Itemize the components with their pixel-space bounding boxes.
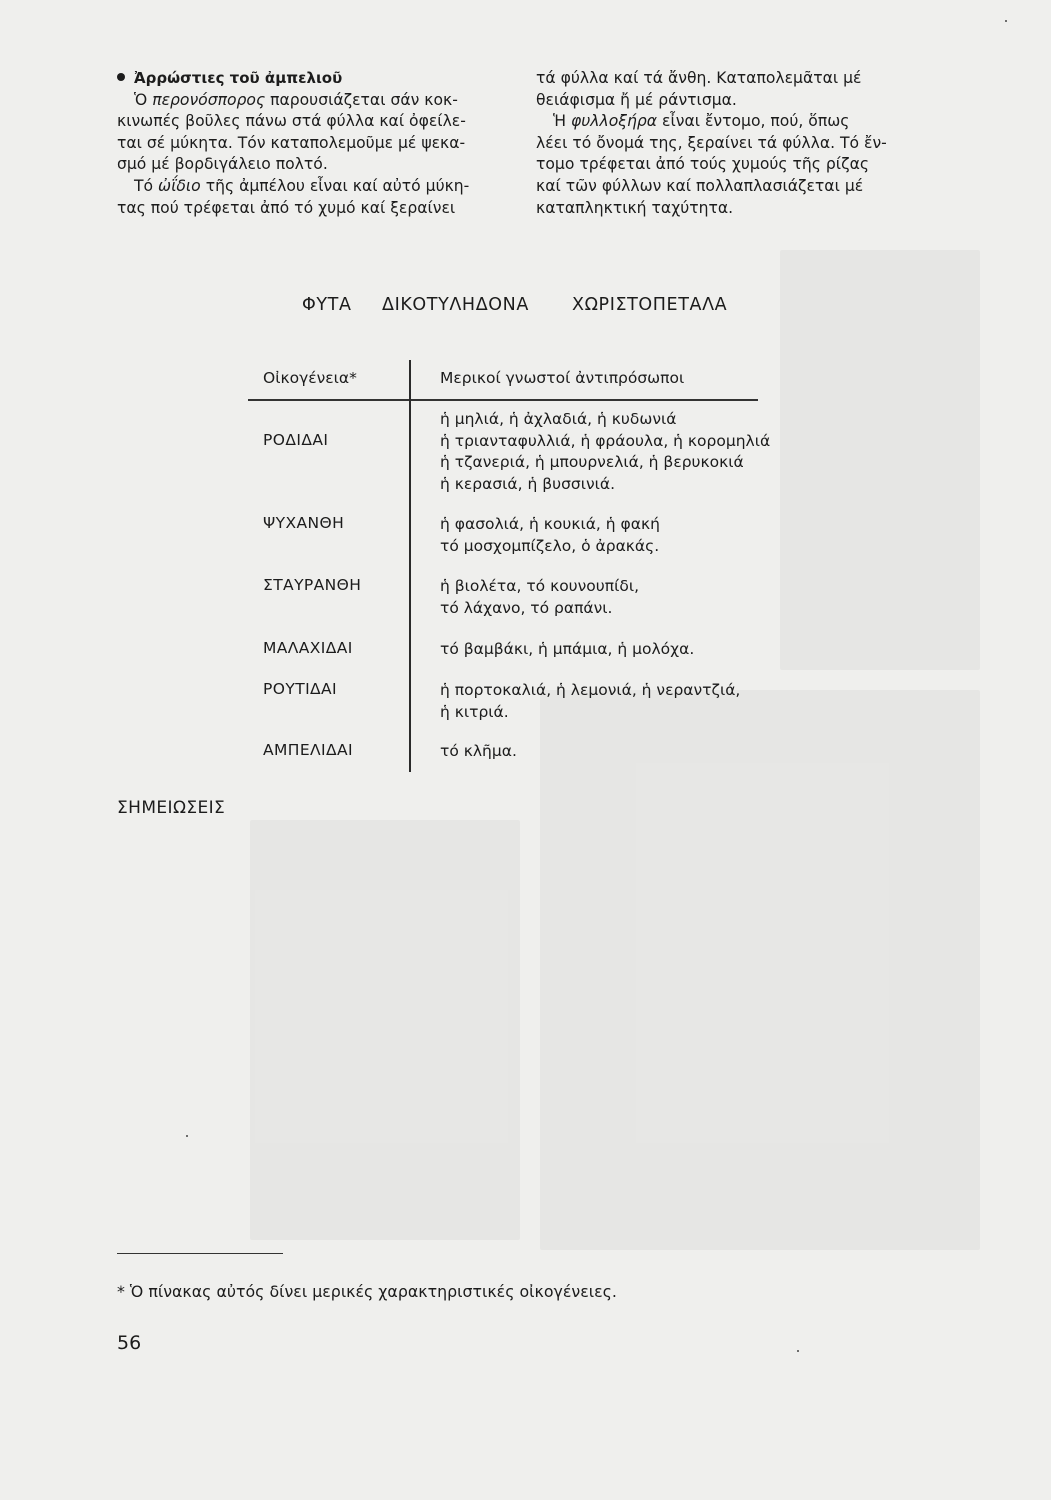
bullet-icon xyxy=(117,73,125,81)
representatives-list: ἡ βιολέτα, τό κουνουπίδι, τό λάχανο, τό ραπάνι. xyxy=(440,577,639,617)
table-header-representatives: Μερικοί γνωστοί ἀντιπρόσωποι xyxy=(440,369,685,387)
disease-term: φυλλοξήρα xyxy=(571,112,658,131)
show-through-region xyxy=(780,250,980,670)
print-speck xyxy=(797,1350,799,1352)
article-right-column: τά φύλλα καί τά ἄνθη. Καταπολεμᾶται μέ θειάφισμα ἤ μέ ράντισμα. Ἡ φυλλοξήρα εἶναι ἔντομο, πού, ὅπως λέει τό ὄνομά της, ξεραίνει τά φύλλα. Τό ἔν- τομο τρέφεται ἀπό τούς χυμούς τῆς ρίζας καί τῶν φύλλων καί πολλαπλασιάζεται μέ καταπληκτική ταχύτητα. xyxy=(536,69,887,217)
table-header-family: Οἰκογένεια* xyxy=(263,369,357,387)
family-name: ΜΑΛΑΧΙΔΑΙ xyxy=(263,639,353,657)
page-number: 56 xyxy=(117,1332,142,1354)
table-title: ΦΥΤΑ ΔΙΚΟΤΥΛΗΔΟΝΑ ΧΩΡΙΣΤΟΠΕΤΑΛΑ xyxy=(302,295,728,315)
family-name: ΨΥΧΑΝΘΗ xyxy=(263,514,345,532)
footnote-rule xyxy=(117,1253,283,1254)
table-column-divider xyxy=(409,360,411,772)
notes-heading: ΣΗΜΕΙΩΣΕΙΣ xyxy=(117,798,226,818)
family-name: ΡΟΔΙΔΑΙ xyxy=(263,431,329,449)
representatives-list: ἡ πορτοκαλιά, ἡ λεμονιά, ἡ νεραντζιά, ἡ κιτριά. xyxy=(440,681,741,721)
family-name: ΣΤΑΥΡΑΝΘΗ xyxy=(263,576,362,594)
representatives-list: τό βαμβάκι, ἡ μπάμια, ἡ μολόχα. xyxy=(440,640,695,658)
representatives-list: τό κλῆμα. xyxy=(440,742,517,760)
print-speck xyxy=(186,1135,188,1137)
family-name: ΑΜΠΕΛΙΔΑΙ xyxy=(263,741,353,759)
show-through-region xyxy=(250,820,520,1240)
disease-term: ὠΐδιο xyxy=(158,176,201,195)
show-through-region xyxy=(540,690,980,1250)
footnote: * Ὁ πίνακας αὐτός δίνει μερικές χαρακτηριστικές οἰκογένειες. xyxy=(117,1282,617,1301)
article-left-column: Ἀρρώστιες τοῦ ἀμπελιοῦ Ὁ περονόσπορος παρουσιάζεται σάν κοκ- κινωπές βοῦλες πάνω στά φύλλα καί ὀφείλε- ται σέ μύκητα. Τόν καταπολεμοῦμε μέ ψεκα- σμό μέ βορδιγάλειο πολτό. Τό ὠΐδιο τῆς ἀμπέλου εἶναι καί αὐτό μύκη- τας πού τρέφεται ἀπό τό χυμό καί ξεραίνει xyxy=(117,68,508,219)
disease-term: περονόσπορος xyxy=(152,90,266,109)
representatives-list: ἡ μηλιά, ἡ ἀχλαδιά, ἡ κυδωνιά ἡ τριανταφυλλιά, ἡ φράουλα, ἡ κορομηλιά ἡ τζανεριά, ἡ μπουρνελιά, ἡ βερυκοκιά ἡ κερασιά, ἡ βυσσινιά. xyxy=(440,410,771,494)
print-speck xyxy=(1005,20,1007,22)
representatives-list: ἡ φασολιά, ἡ κουκιά, ἡ φακή τό μοσχομπίζελο, ὁ ἀρακάς. xyxy=(440,515,660,555)
table-header-rule xyxy=(248,399,758,401)
family-name: ΡΟΥΤΙΔΑΙ xyxy=(263,680,338,698)
article-heading: Ἀρρώστιες τοῦ ἀμπελιοῦ xyxy=(117,68,508,90)
